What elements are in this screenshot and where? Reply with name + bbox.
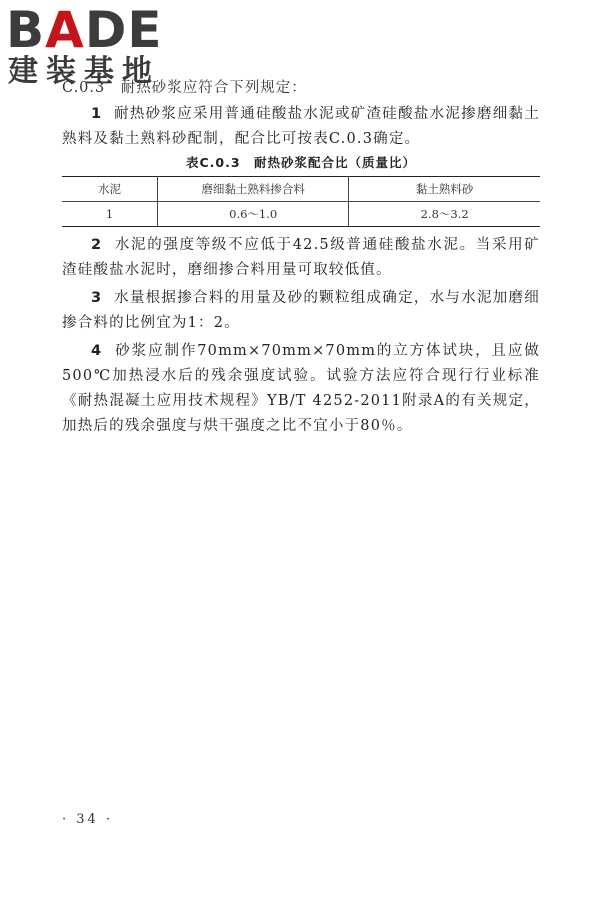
page-number: · 34 ·: [62, 812, 114, 827]
table-header-row: [62, 177, 540, 202]
logo-chinese-name: 建装基地: [8, 54, 160, 89]
item-text: 砂浆应制作70mm×70mm×70mm的立方体试块，且应做500℃加热浸水后的残余强度试验。试验方法应符合现行行业标准《耐热混凝土应用技术规程》YB/T 4252-2011附录A的有关规定，加热后的残余强度与烘干强度之比不宜小于80％。: [62, 343, 541, 434]
item-number: 2: [91, 237, 103, 253]
table-header-cell: 水泥: [62, 177, 158, 202]
table-header-cell: 磨细黏土熟料掺合料: [158, 177, 349, 202]
table-title: 表C.0.3 耐热砂浆配合比（质量比）: [185, 155, 417, 170]
table-cell: 0.6～1.0: [158, 202, 349, 227]
item-text: 水量根据掺合料的用量及砂的颗粒组成确定，水与水泥加磨细掺合料的比例宜为1：2。: [62, 290, 540, 331]
mix-ratio-table: [62, 176, 540, 227]
table-row: [62, 202, 540, 227]
item-text: 水泥的强度等级不应低于42.5级普通硅酸盐水泥。当采用矿渣硅酸盐水泥时，磨细掺合料用量可取较低值。: [62, 237, 540, 278]
item-3: [62, 286, 540, 336]
table-cell: 2.8～3.2: [349, 202, 540, 227]
table-cell: 1: [62, 202, 158, 227]
item-number: 4: [91, 343, 103, 359]
item-2: [62, 233, 540, 283]
item-number: 3: [91, 290, 103, 306]
item-text: 耐热砂浆应采用普通硅酸盐水泥或矿渣硅酸盐水泥掺磨细黏土熟料及黏土熟料砂配制，配合比可按表C.0.3确定。: [62, 106, 540, 147]
clause-heading: C.0.3 耐热砂浆应符合下列规定：: [62, 80, 307, 96]
item-number: 1: [91, 106, 103, 122]
item-1: [62, 102, 540, 152]
item-4: [62, 339, 540, 439]
table-header-cell: 黏土熟料砂: [349, 177, 540, 202]
logo-wordmark: BADE: [6, 1, 163, 59]
